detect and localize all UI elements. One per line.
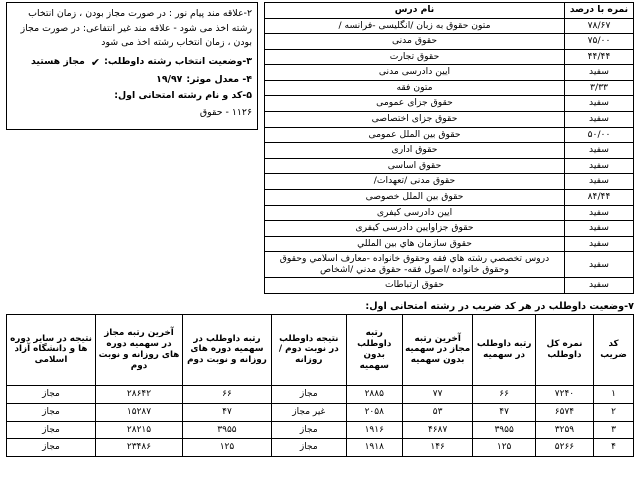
- cell-total-score: ۶۵۷۴: [535, 403, 593, 421]
- table-row: [265, 236, 634, 252]
- course-name: دروس تخصصي رشته هاي فقه وحقوق خانواده -معارف اسلامي وحقوق وحقوق خانواده /اصول فقه- حقوق مدني /اشخاص: [265, 252, 565, 278]
- course-grade: ۷۸/۶۷: [565, 18, 634, 34]
- table-row: [265, 96, 634, 112]
- cell-last-rank-noquota: ۴۶۸۷: [402, 421, 473, 439]
- table-row: [7, 421, 634, 439]
- table-row: [7, 385, 634, 403]
- cell-rank-noquota: ۲۸۸۵: [346, 385, 402, 403]
- header-rank-day-shift: رتبه داوطلب در سهمیه دوره های روزانه و نوبت دوم: [182, 314, 271, 385]
- course-name: حقوق مدنی: [265, 34, 565, 50]
- cell-last-rank-noquota: ۷۷: [402, 385, 473, 403]
- cell-last-rank-other: ۲۸۶۴۲: [96, 385, 183, 403]
- course-name: متون فقه: [265, 80, 565, 96]
- course-grade: سفید: [565, 236, 634, 252]
- info-line-3: [12, 54, 252, 71]
- table-row: [265, 189, 634, 205]
- cell-last-rank-other: ۱۵۲۸۷: [96, 403, 183, 421]
- course-name: حقوق اداری: [265, 143, 565, 159]
- results-header-row: [7, 314, 634, 385]
- course-grade: سفید: [565, 205, 634, 221]
- header-result-day-shift: نتیجه داوطلب در نوبت دوم / روزانه: [271, 314, 346, 385]
- course-name: ایین دادرسی مدنی: [265, 65, 565, 81]
- cell-result-day: مجاز: [271, 385, 346, 403]
- course-name: حقوق جزای اختصاصی: [265, 112, 565, 128]
- course-name: حقوق تجارت: [265, 49, 565, 65]
- table-row: [265, 252, 634, 278]
- table-row: [265, 112, 634, 128]
- selection-status-label: ۳-وضعیت انتخاب رشته داوطلب:: [104, 55, 252, 67]
- cell-rank-other: ۳۹۵۵: [182, 421, 271, 439]
- cell-last-rank-noquota: ۱۴۶: [402, 439, 473, 457]
- table-row: [7, 439, 634, 457]
- courses-table: [264, 2, 634, 294]
- course-grade: سفید: [565, 174, 634, 190]
- table-row: [265, 34, 634, 50]
- cell-total-score: ۵۲۶۶: [535, 439, 593, 457]
- course-grade: ۵۰/۰۰: [565, 127, 634, 143]
- table-row: [7, 403, 634, 421]
- table-row: [265, 80, 634, 96]
- effective-gpa-label: ۴- معدل موثر:: [186, 73, 252, 85]
- table-row: [265, 278, 634, 294]
- table-header-row: [265, 3, 634, 19]
- cell-result-other: مجاز: [7, 385, 96, 403]
- course-grade: ۸۴/۴۴: [565, 189, 634, 205]
- course-name: حقوق سازمان هاي بین المللي: [265, 236, 565, 252]
- course-name: حقوق اساسی: [265, 158, 565, 174]
- effective-gpa-value: ۱۹/۹۷: [156, 73, 183, 85]
- info-line-4: [12, 73, 252, 88]
- results-table: [6, 314, 634, 457]
- course-grade: ۷۵/۰۰: [565, 34, 634, 50]
- cell-result-day: مجاز: [271, 439, 346, 457]
- info-line-1: ۲-علاقه مند پیام نور : در صورت مجاز بودن ، زمان انتخاب رشته اخذ می شود - علاقه مند غیر انتفاعی: در صورت مجاز بودن ، زمان انتخاب رشته اخذ می شود: [20, 8, 252, 49]
- cell-result-day: غیر مجاز: [271, 403, 346, 421]
- header-course-name: نام درس: [265, 3, 565, 19]
- cell-rank-quota: ۴۷: [473, 403, 535, 421]
- cell-total-score: ۷۲۴۰: [535, 385, 593, 403]
- table-row: [265, 158, 634, 174]
- course-name: حقوق جزای عمومی: [265, 96, 565, 112]
- cell-total-score: ۳۲۵۹: [535, 421, 593, 439]
- header-rank-quota: رتبه داوطلب در سهمیه: [473, 314, 535, 385]
- course-name: متون حقوق به زبان /انگلیسی -فرانسه /: [265, 18, 565, 34]
- cell-rank-noquota: ۲۰۵۸: [346, 403, 402, 421]
- cell-rank-other: ۶۶: [182, 385, 271, 403]
- course-grade: ۴۴/۴۴: [565, 49, 634, 65]
- cell-rank-noquota: ۱۹۱۶: [346, 421, 402, 439]
- header-total-score: نمره کل داوطلب: [535, 314, 593, 385]
- cell-rank-other: ۱۲۵: [182, 439, 271, 457]
- field-code-value: ۱۱۲۶ - حقوق: [199, 106, 252, 118]
- header-result-other: نتیجه در سایر دوره ها و دانشگاه آزاد اسلامی: [7, 314, 96, 385]
- applicant-info-box: [6, 2, 258, 130]
- course-name: حقوق بین الملل خصوصی: [265, 189, 565, 205]
- cell-rank-quota: ۳۹۵۵: [473, 421, 535, 439]
- cell-result-day: مجاز: [271, 421, 346, 439]
- course-name: حقوق جزاوایین دادرسی کیفری: [265, 221, 565, 237]
- cell-last-rank-noquota: ۵۳: [402, 403, 473, 421]
- table-row: [265, 18, 634, 34]
- course-grade: سفید: [565, 143, 634, 159]
- course-name: حقوق ارتباطات: [265, 278, 565, 294]
- header-last-rank-noquota: آخرین رتبه مجاز در سهمیه بدون سهمیه: [402, 314, 473, 385]
- course-grade: سفید: [565, 112, 634, 128]
- header-last-rank-day-shift: آخرین رتبه مجاز در سهمیه دوره های روزانه و نوبت دوم: [96, 314, 183, 385]
- cell-coef-code: ۱: [594, 385, 634, 403]
- cell-result-other: مجاز: [7, 403, 96, 421]
- course-grade: سفید: [565, 158, 634, 174]
- course-grade: سفید: [565, 278, 634, 294]
- cell-rank-noquota: ۱۹۱۸: [346, 439, 402, 457]
- header-coef-code: کد ضریب: [594, 314, 634, 385]
- field-code-label: ۵-کد و نام رشته امتحانی اول:: [114, 90, 252, 102]
- cell-last-rank-other: ۲۸۲۱۵: [96, 421, 183, 439]
- cell-coef-code: ۳: [594, 421, 634, 439]
- course-name: حقوق بین الملل عمومی: [265, 127, 565, 143]
- table-row: [265, 174, 634, 190]
- course-name: حقوق مدنی /تعهدات/: [265, 174, 565, 190]
- cell-rank-quota: ۱۲۵: [473, 439, 535, 457]
- cell-rank-other: ۴۷: [182, 403, 271, 421]
- cell-last-rank-other: ۲۳۴۸۶: [96, 439, 183, 457]
- cell-result-other: مجاز: [7, 439, 96, 457]
- table-row: [265, 205, 634, 221]
- table-row: [265, 221, 634, 237]
- table-row: [265, 143, 634, 159]
- header-rank-noquota: رتبه داوطلب بدون سهمیه: [346, 314, 402, 385]
- course-name: ایین دادرسی کیفری: [265, 205, 565, 221]
- course-grade: سفید: [565, 96, 634, 112]
- cell-coef-code: ۴: [594, 439, 634, 457]
- course-grade: سفید: [565, 221, 634, 237]
- table-row: [265, 65, 634, 81]
- table-row: [265, 49, 634, 65]
- cell-rank-quota: ۶۶: [473, 385, 535, 403]
- check-icon: ✔: [90, 55, 101, 69]
- header-grade: نمره با درصد: [565, 3, 634, 19]
- selection-status-value: مجاز هستید: [31, 55, 85, 67]
- course-grade: سفید: [565, 65, 634, 81]
- course-grade: ۳/۳۳: [565, 80, 634, 96]
- cell-coef-code: ۲: [594, 403, 634, 421]
- course-grade: سفید: [565, 252, 634, 278]
- info-line-5: [12, 89, 252, 104]
- info-line-5-value: [12, 106, 252, 121]
- results-title: ۷-وضعیت داوطلب در هر کد ضریب در رشته امتحانی اول:: [365, 300, 634, 312]
- cell-result-other: مجاز: [7, 421, 96, 439]
- table-row: [265, 127, 634, 143]
